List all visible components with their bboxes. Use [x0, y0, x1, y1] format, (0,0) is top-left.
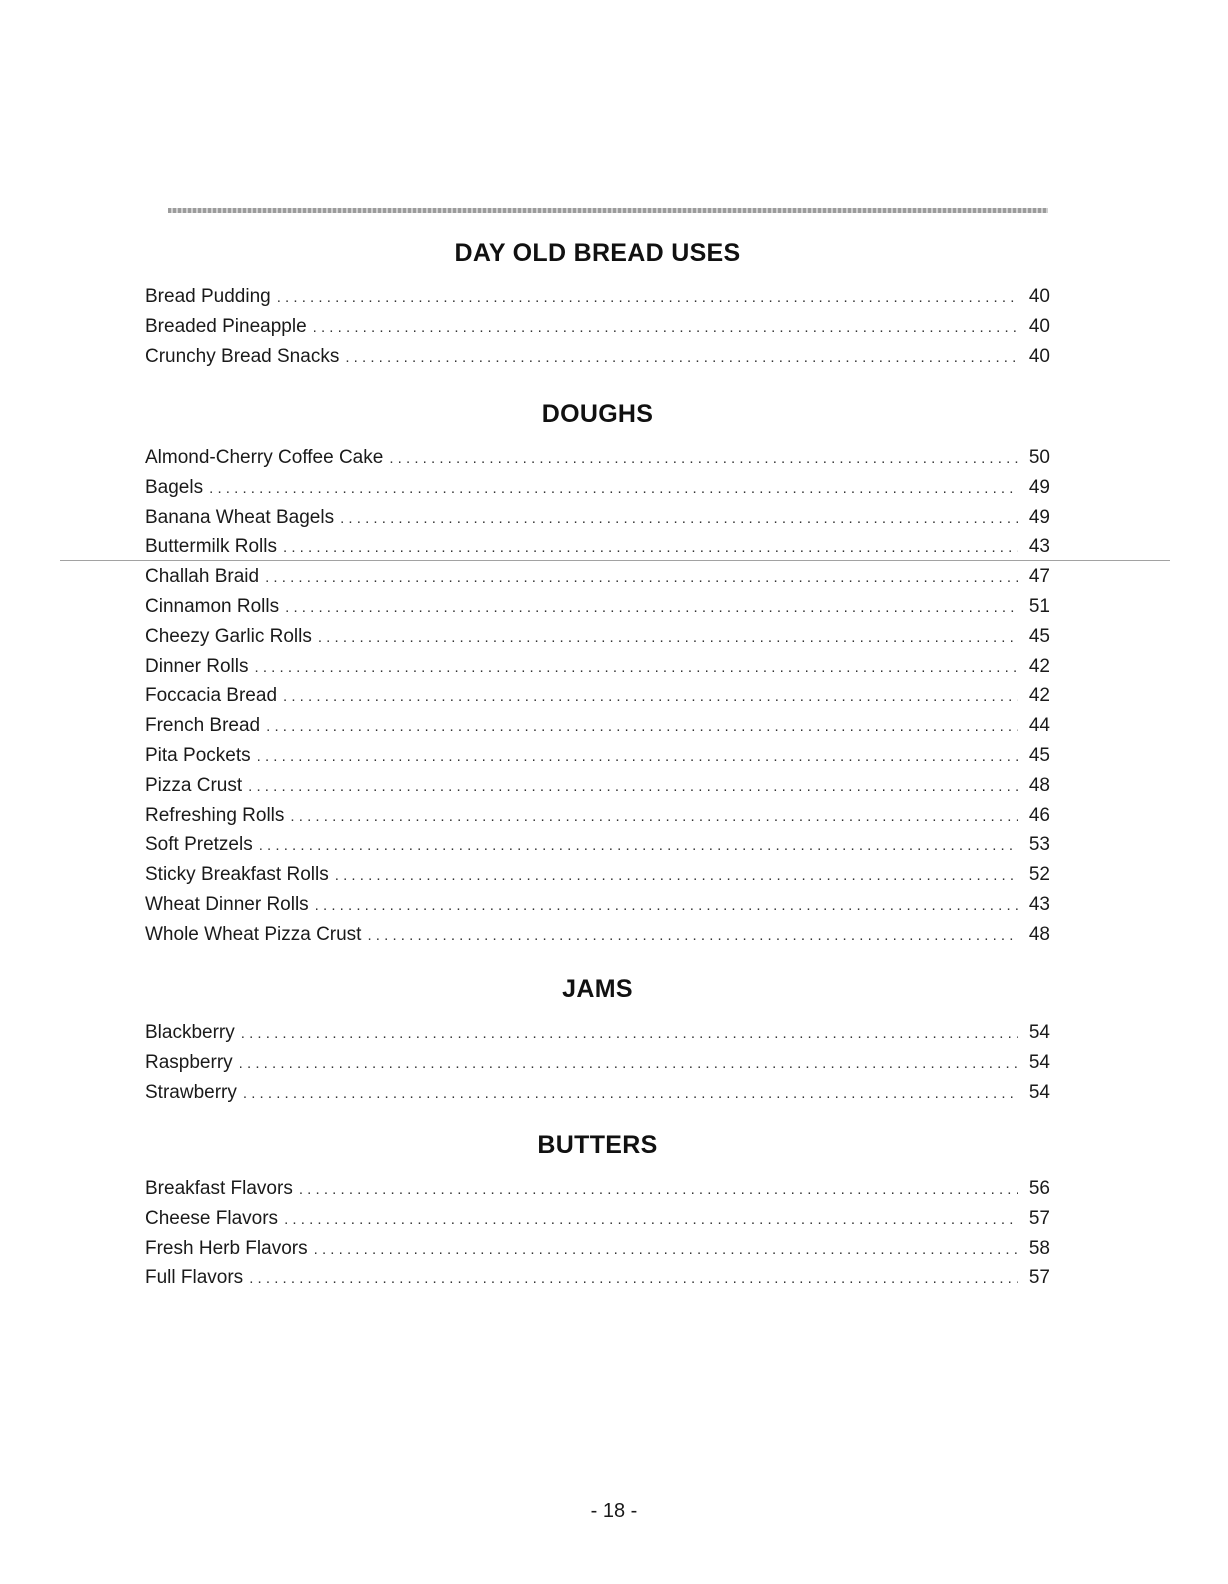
toc-entry: [145, 1048, 1050, 1078]
entry-page: 43: [1028, 536, 1050, 558]
dot-leader: [285, 593, 1018, 623]
top-scan-rule: [168, 208, 1048, 213]
entry-name: Refreshing Rolls: [145, 804, 285, 826]
toc-entry: [145, 1263, 1050, 1293]
toc-entry: [145, 920, 1050, 950]
entry-name: Pizza Crust: [145, 774, 243, 796]
section-title: JAMS: [562, 975, 633, 1003]
entry-name: Banana Wheat Bagels: [145, 506, 335, 528]
toc-entry: [145, 771, 1050, 801]
entry-page: 54: [1028, 1022, 1050, 1043]
toc-entry: [145, 1018, 1050, 1048]
entry-name: Cinnamon Rolls: [145, 595, 280, 617]
entry-page: 50: [1028, 447, 1050, 468]
toc-entry: [145, 443, 1050, 473]
entry-page: 57: [1028, 1267, 1050, 1289]
entry-name: Dinner Rolls: [145, 655, 249, 677]
entry-page: 57: [1028, 1207, 1050, 1229]
entry-page: 48: [1028, 774, 1050, 796]
entry-page: 49: [1028, 506, 1050, 528]
toc-entry: [145, 1234, 1050, 1264]
dot-leader: [345, 343, 1018, 373]
toc-entry: [145, 503, 1050, 533]
toc-entry: [145, 890, 1050, 920]
entry-name: Fresh Herb Flavors: [145, 1237, 308, 1259]
entry-name: Sticky Breakfast Rolls: [145, 864, 329, 886]
dot-leader: [257, 742, 1018, 772]
dot-leader: [314, 1235, 1018, 1265]
entry-name: Blackberry: [145, 1022, 235, 1043]
entry-name: Almond-Cherry Coffee Cake: [145, 447, 384, 468]
toc-entry: [145, 622, 1050, 652]
page-number: - 18 -: [590, 1500, 638, 1522]
dot-leader: [277, 283, 1018, 313]
entry-name: Bagels: [145, 476, 204, 498]
toc-entry: [145, 592, 1050, 622]
dot-leader: [249, 1264, 1018, 1294]
section-jams: [145, 972, 1050, 1107]
entry-page: 51: [1028, 595, 1050, 617]
entry-name: Bread Pudding: [145, 286, 271, 307]
toc-entry: [145, 1078, 1050, 1108]
entry-name: Full Flavors: [145, 1267, 244, 1289]
entry-page: 58: [1028, 1237, 1050, 1259]
entry-name: Crunchy Bread Snacks: [145, 345, 340, 367]
section-title: DAY OLD BREAD USES: [454, 239, 741, 267]
dot-leader: [284, 1205, 1018, 1235]
entry-name: Whole Wheat Pizza Crust: [145, 923, 362, 945]
dot-leader: [283, 533, 1018, 563]
toc-entry: [145, 681, 1050, 711]
entry-name: French Bread: [145, 715, 261, 737]
dot-leader: [209, 474, 1018, 504]
toc-entry: [145, 801, 1050, 831]
entry-page: 48: [1028, 923, 1050, 945]
entry-page: 54: [1028, 1081, 1050, 1103]
toc-entry: [145, 1174, 1050, 1204]
toc-entry: [145, 652, 1050, 682]
section-title: BUTTERS: [537, 1131, 658, 1159]
entry-name: Soft Pretzels: [145, 834, 253, 856]
entry-name: Wheat Dinner Rolls: [145, 893, 309, 915]
toc-entry: [145, 741, 1050, 771]
entry-page: 52: [1028, 864, 1050, 886]
section-title: DOUGHS: [541, 400, 654, 428]
toc-entry: [145, 711, 1050, 741]
dot-leader: [265, 563, 1018, 593]
dot-leader: [243, 1079, 1018, 1109]
toc-entry: [145, 282, 1050, 312]
section-doughs: [145, 397, 1050, 950]
dot-leader: [318, 623, 1018, 653]
dot-leader: [290, 802, 1018, 832]
dot-leader: [266, 712, 1018, 742]
entry-name: Buttermilk Rolls: [145, 536, 277, 558]
dot-leader: [241, 1019, 1018, 1049]
entry-name: Strawberry: [145, 1081, 237, 1103]
section-day-old-bread-uses: [145, 236, 1050, 371]
dot-leader: [315, 891, 1018, 921]
entry-page: 47: [1028, 566, 1050, 588]
entry-name: Pita Pockets: [145, 744, 251, 766]
entry-page: 46: [1028, 804, 1050, 826]
entry-page: 45: [1028, 744, 1050, 766]
entry-page: 40: [1028, 315, 1050, 337]
dot-leader: [340, 504, 1018, 534]
entry-name: Cheezy Garlic Rolls: [145, 625, 312, 647]
entry-page: 40: [1028, 345, 1050, 367]
entry-name: Foccacia Bread: [145, 685, 278, 707]
dot-leader: [299, 1175, 1018, 1205]
dot-leader: [313, 313, 1018, 343]
entry-name: Cheese Flavors: [145, 1207, 279, 1229]
entry-page: 53: [1028, 834, 1050, 856]
entry-page: 40: [1028, 286, 1050, 307]
toc-entry: [145, 860, 1050, 890]
dot-leader: [239, 1049, 1018, 1079]
entry-page: 42: [1028, 655, 1050, 677]
entry-name: Challah Braid: [145, 566, 260, 588]
dot-leader: [248, 772, 1018, 802]
toc-entry: [145, 1204, 1050, 1234]
entry-page: 49: [1028, 476, 1050, 498]
entry-page: 44: [1028, 715, 1050, 737]
section-butters: [145, 1128, 1050, 1293]
entry-name: Breaded Pineapple: [145, 315, 307, 337]
entry-page: 56: [1028, 1178, 1050, 1199]
entry-page: 43: [1028, 893, 1050, 915]
dot-leader: [259, 831, 1018, 861]
dot-leader: [283, 682, 1018, 712]
toc-entry: [145, 473, 1050, 503]
toc-entry: [145, 562, 1050, 592]
entry-name: Raspberry: [145, 1051, 233, 1073]
dot-leader: [389, 444, 1018, 474]
entry-name: Breakfast Flavors: [145, 1178, 293, 1199]
toc-entry: [145, 830, 1050, 860]
dot-leader: [367, 921, 1018, 951]
dot-leader: [335, 861, 1018, 891]
entry-page: 42: [1028, 685, 1050, 707]
entry-page: 54: [1028, 1051, 1050, 1073]
toc-entry: [145, 532, 1050, 562]
toc-entry: [145, 342, 1050, 372]
entry-page: 45: [1028, 625, 1050, 647]
dot-leader: [254, 653, 1018, 683]
toc-entry: [145, 312, 1050, 342]
